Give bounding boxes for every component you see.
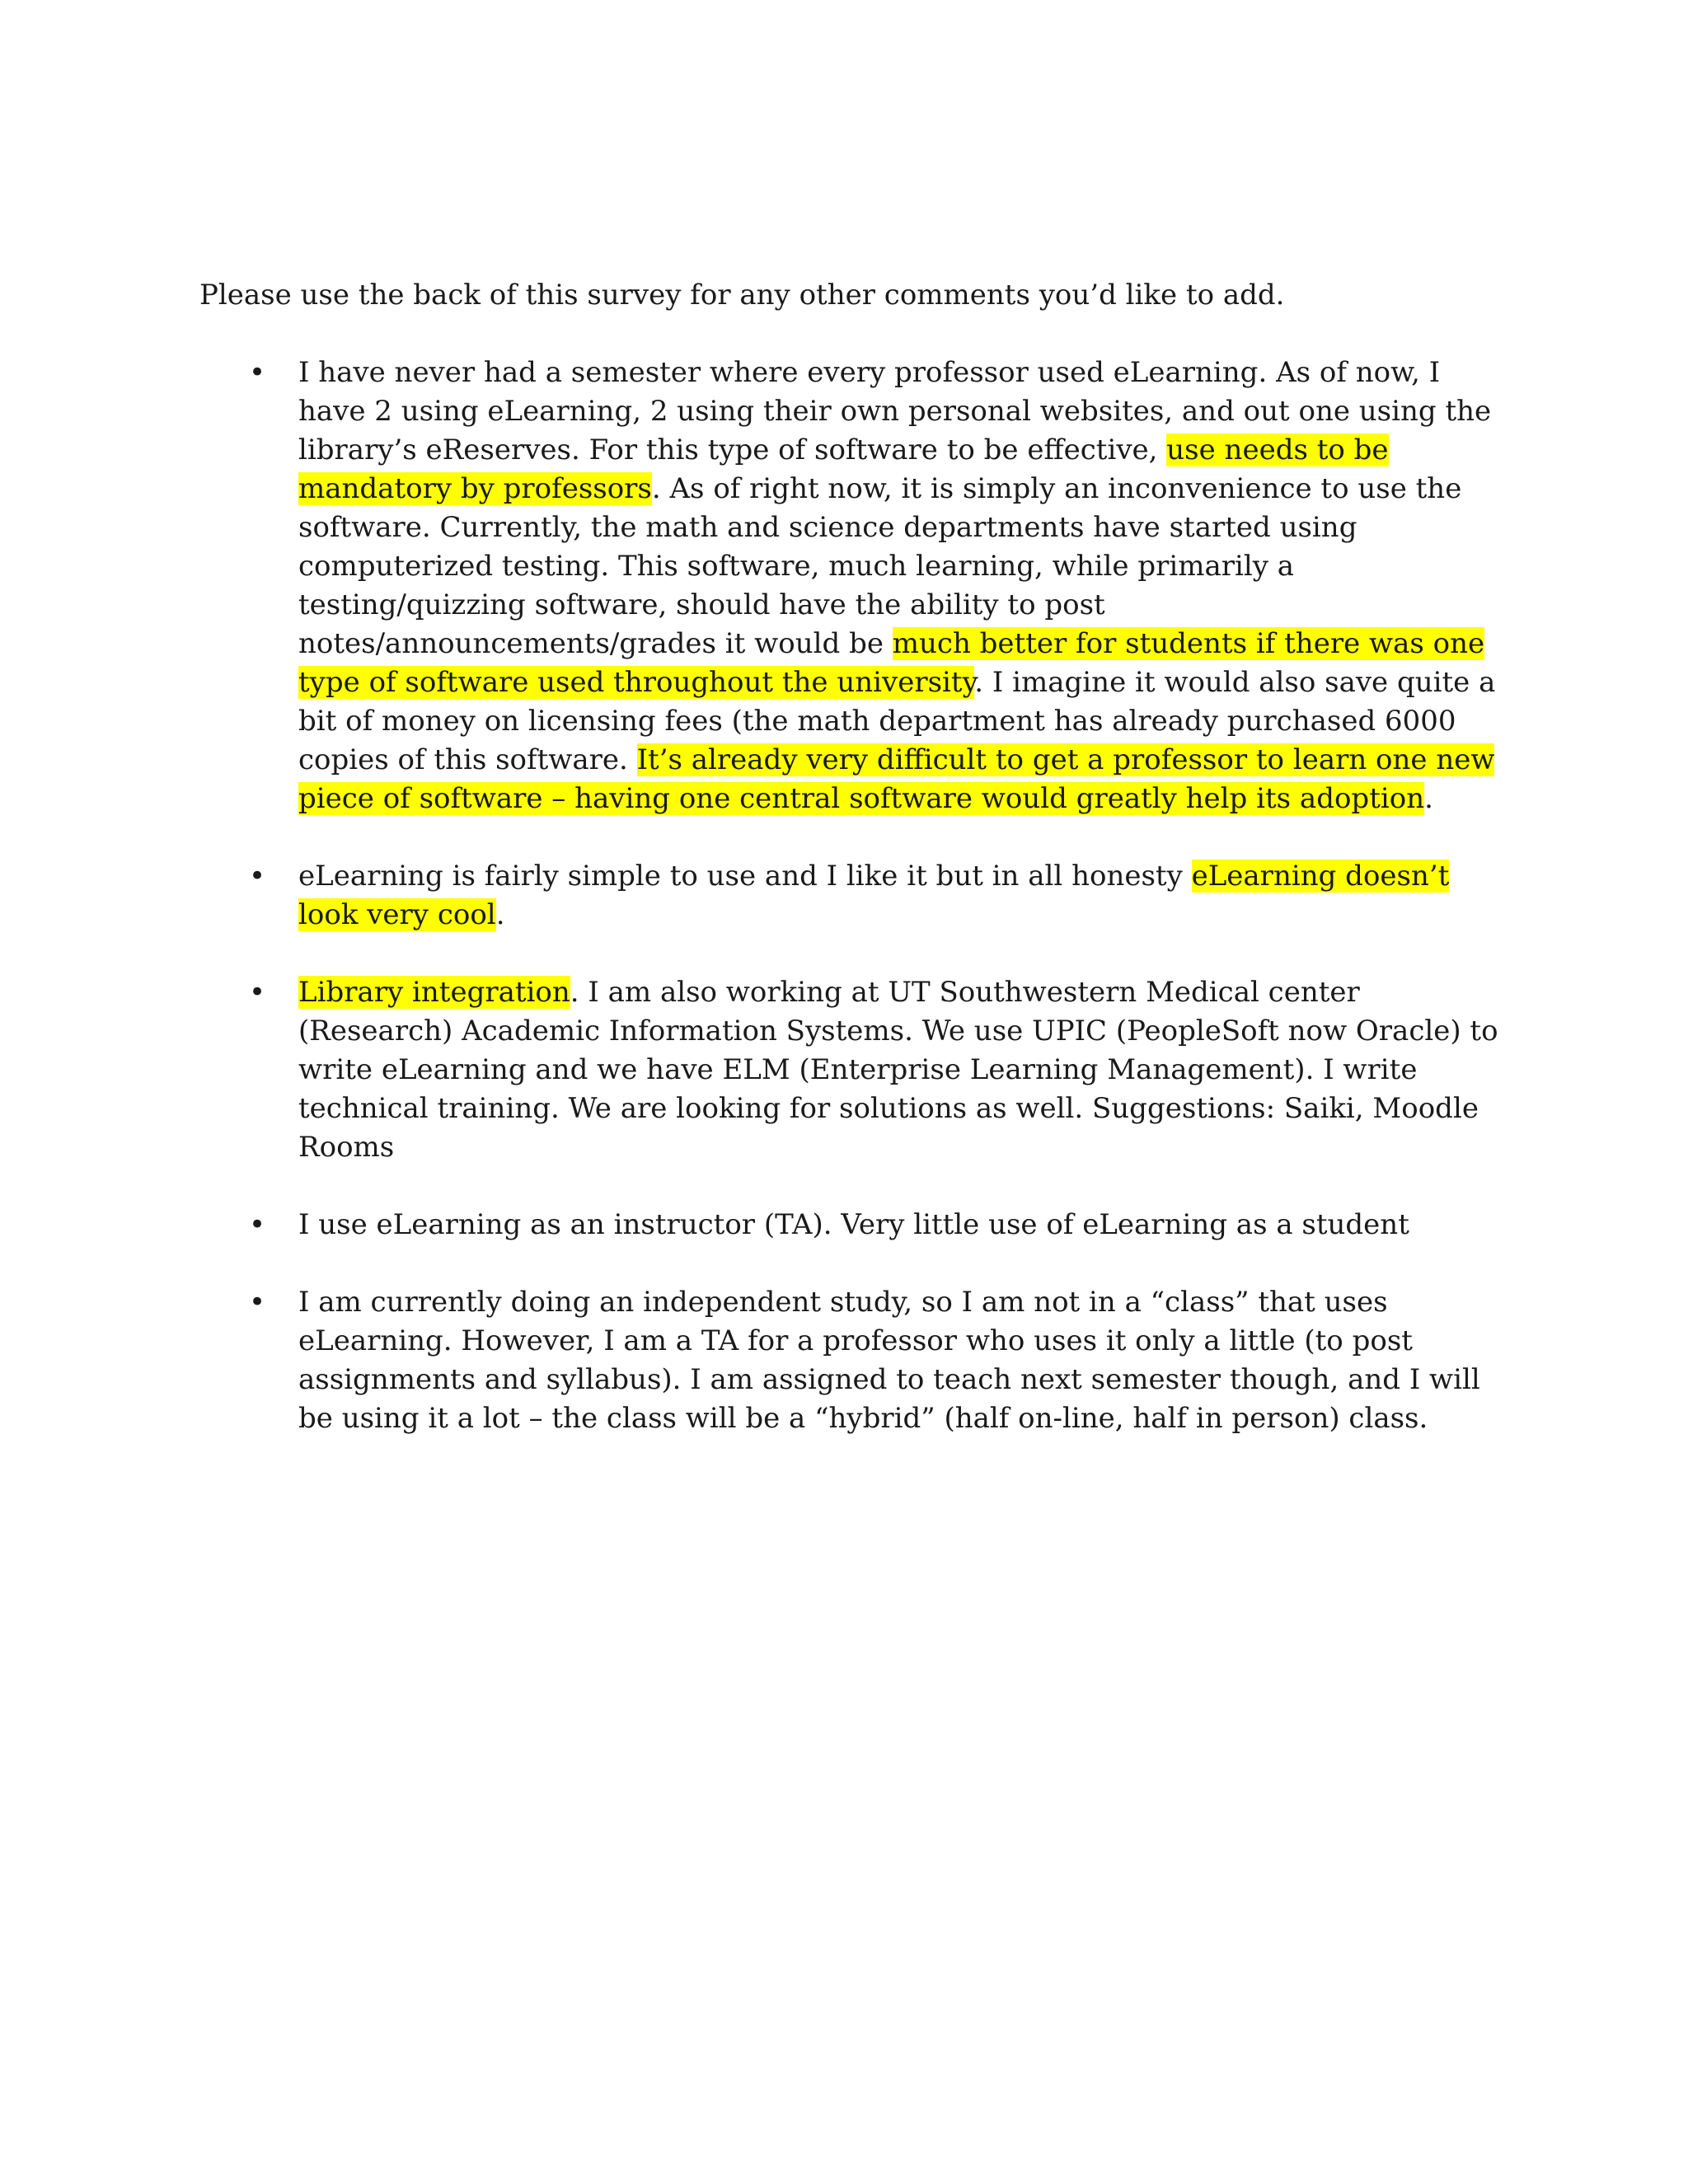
comment-text: I have never had a semester where every professor used eLearning. As of now, I have 2 using eLearning, 2 using their own personal websites, and out one using the library’s eReserves. For this type of software to be effective, [298,356,1492,466]
bullet-icon: • [249,1208,266,1241]
highlighted-text: much better for students if there was one type of software used throughout the university [298,627,1485,699]
intro-instruction: Please use the back of this survey for any other comments you’d like to add. [199,279,1285,312]
comment-text: . [1424,782,1433,815]
comment-item [249,1206,1502,1244]
comment-item [249,973,1502,1167]
bullet-icon: • [249,1286,266,1319]
bullet-icon: • [249,356,266,389]
comment-text: . I am also working at UT Southwestern Medical center (Research) Academic Information Systems. We use UPIC (PeopleSoft now Oracle) to write eLearning and we have ELM (Enterprise Learning Management). I write technical training. We are looking for solutions as well. Suggestions: Saiki, Moodle Rooms [298,976,1498,1164]
highlighted-text: use needs to be mandatory by professors [298,434,1389,505]
comment-text: eLearning is fairly simple to use and I like it but in all honesty [298,860,1192,893]
highlighted-text: It’s already very difficult to get a professor to learn one new piece of software – having one central software would greatly help its adoption [298,743,1495,815]
comment-item [249,857,1502,935]
bullet-icon: • [249,860,266,893]
comment-list [249,354,1502,1477]
bullet-icon: • [249,976,266,1009]
comment-text: I use eLearning as an instructor (TA). Very little use of eLearning as a student [298,1208,1409,1241]
comment-text: I am currently doing an independent study, so I am not in a “class” that uses eLearning. However, I am a TA for a professor who uses it only a little (to post assignments and syllabus). I am assigned to teach next semester though, and I will be using it a lot – the class will be a “hybrid” (half on-line, half in person) class. [298,1286,1480,1435]
highlighted-text: Library integration [298,976,570,1009]
comment-text: . [495,898,505,931]
comment-item [249,354,1502,818]
comment-text: . As of right now, it is simply an inconvenience to use the software. Currently, the math and science departments have started using computerized testing. This software, much learning, while primarily a testing/quizzing software, should have the ability to post notes/announcements/grades it would be [298,472,1462,660]
highlighted-text: eLearning doesn’t look very cool [298,860,1450,931]
comment-item [249,1283,1502,1438]
comment-text: . I imagine it would also save quite a bit of money on licensing fees (the math department has already purchased 6000 copies of this software. [298,666,1496,776]
